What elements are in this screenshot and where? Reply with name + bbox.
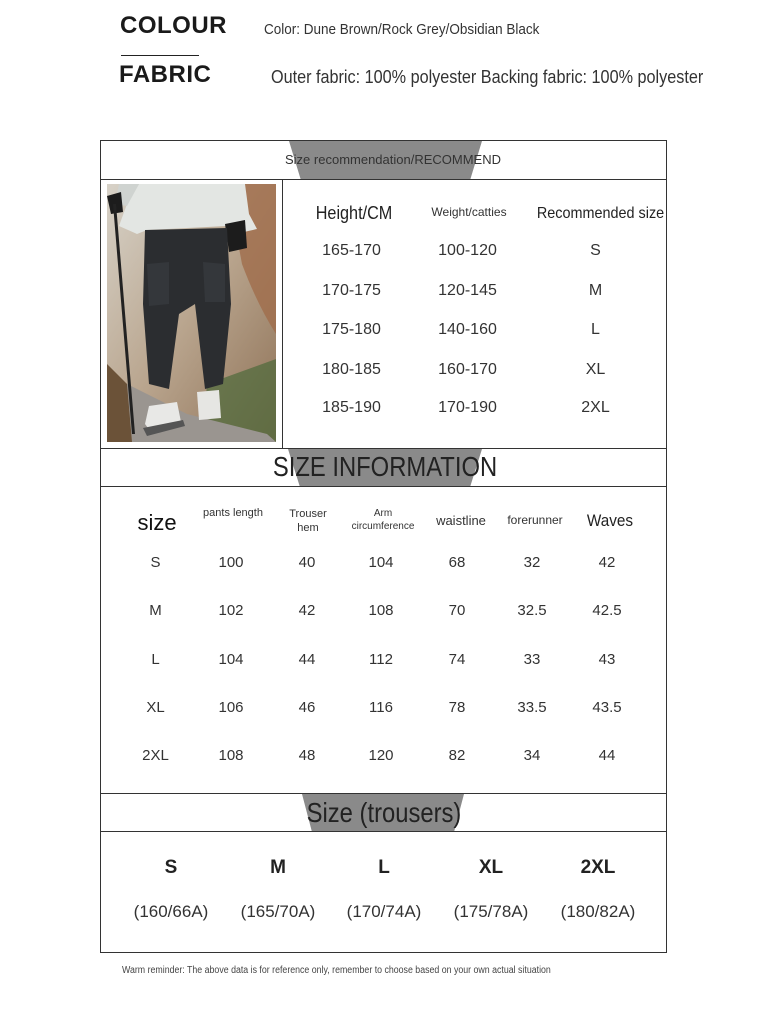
rec-col-size: Recommended size <box>536 205 665 222</box>
trousers-code-l: (170/74A) <box>346 902 422 921</box>
trousers-code-s: (160/66A) <box>133 902 209 921</box>
info-col-pants-length: pants length <box>203 507 263 519</box>
rec-height-0: 165-170 <box>322 242 381 259</box>
info-col-waves: Waves <box>586 511 634 530</box>
rec-col-weight: Weight/catties <box>431 205 507 219</box>
info-forerunner-0: 32 <box>523 554 541 571</box>
header-divider <box>121 55 199 56</box>
rec-weight-0: 100-120 <box>438 242 497 259</box>
info-col-size: size <box>137 510 177 535</box>
colour-label: COLOUR <box>120 12 227 39</box>
fabric-label: FABRIC <box>119 61 212 88</box>
info-pants-0: 100 <box>218 554 244 571</box>
info-arm-0: 104 <box>368 554 394 571</box>
rec-size-0: S <box>590 242 601 259</box>
rec-weight-4: 170-190 <box>438 399 497 416</box>
info-arm-1: 108 <box>368 602 394 619</box>
info-waves-4: 44 <box>598 747 616 764</box>
recommend-title: Size recommendation/RECOMMEND <box>285 152 502 167</box>
rec-size-1: M <box>588 282 603 299</box>
info-size-3: XL <box>146 699 165 716</box>
info-hem-0: 40 <box>298 554 316 571</box>
info-waist-4: 82 <box>448 747 466 764</box>
warm-reminder: Warm reminder: The above data is for reference only, remember to choose based on your own actual situation <box>122 965 551 976</box>
info-waist-1: 70 <box>448 602 466 619</box>
info-hem-3: 46 <box>298 699 316 716</box>
rec-size-2: L <box>591 321 600 338</box>
info-pants-4: 108 <box>218 747 244 764</box>
model-photo-illustration <box>107 184 276 442</box>
trousers-size-m: M <box>270 857 286 878</box>
trousers-size-s: S <box>164 857 178 878</box>
trousers-title: Size (trousers) <box>306 797 462 828</box>
info-waist-3: 78 <box>448 699 466 716</box>
info-forerunner-4: 34 <box>523 747 541 764</box>
info-hem-2: 44 <box>298 651 316 668</box>
info-arm-4: 120 <box>368 747 394 764</box>
fabric-value: Outer fabric: 100% polyester Backing fabric: 100% polyester <box>271 67 704 87</box>
info-forerunner-1: 32.5 <box>517 602 547 619</box>
info-size-1: M <box>149 602 162 619</box>
info-col-arm-circumference: Arm circumference <box>351 508 415 532</box>
trousers-size-xl: XL <box>478 857 504 878</box>
rec-weight-1: 120-145 <box>438 282 497 299</box>
info-header-rule <box>100 486 667 487</box>
rec-height-1: 170-175 <box>322 282 381 299</box>
rec-height-3: 180-185 <box>322 361 381 378</box>
info-arm-3: 116 <box>369 699 393 716</box>
rec-size-4: 2XL <box>581 399 610 416</box>
rec-weight-2: 140-160 <box>438 321 497 338</box>
info-hem-1: 42 <box>298 602 316 619</box>
trousers-top-rule <box>100 793 667 794</box>
info-size-4: 2XL <box>142 747 169 764</box>
rec-height-2: 175-180 <box>322 321 381 338</box>
trousers-header-rule <box>100 831 667 832</box>
trousers-code-2xl: (180/82A) <box>560 902 636 921</box>
info-waves-1: 42.5 <box>592 602 622 619</box>
info-pants-2: 104 <box>218 651 244 668</box>
info-arm-2: 112 <box>369 651 393 668</box>
colour-value: Color: Dune Brown/Rock Grey/Obsidian Black <box>264 21 540 38</box>
info-col-waistline: waistline <box>436 513 486 528</box>
rec-size-3: XL <box>585 361 606 378</box>
size-information-title: SIZE INFORMATION <box>272 451 498 482</box>
rec-col-height: Height/CM <box>315 203 393 223</box>
info-pants-3: 106 <box>218 699 244 716</box>
trousers-code-m: (165/70A) <box>240 902 316 921</box>
trousers-size-l: L <box>378 857 390 878</box>
info-waves-2: 43 <box>598 651 616 668</box>
photo-divider <box>282 179 283 448</box>
info-col-trouser-hem: Trouser hem <box>289 508 327 534</box>
info-top-rule <box>100 448 667 449</box>
info-pants-1: 102 <box>218 602 244 619</box>
rec-weight-3: 160-170 <box>438 361 497 378</box>
rec-height-4: 185-190 <box>322 399 381 416</box>
info-waist-0: 68 <box>448 554 466 571</box>
info-size-2: L <box>151 651 160 668</box>
info-waist-2: 74 <box>448 651 466 668</box>
info-col-forerunner: forerunner <box>507 513 563 527</box>
info-waves-3: 43.5 <box>592 699 622 716</box>
info-size-0: S <box>150 554 161 571</box>
recommend-top-rule <box>100 179 667 180</box>
info-waves-0: 42 <box>598 554 616 571</box>
trousers-code-xl: (175/78A) <box>453 902 529 921</box>
trousers-size-2xl: 2XL <box>580 857 616 878</box>
model-photo <box>107 184 276 442</box>
info-hem-4: 48 <box>298 747 316 764</box>
info-forerunner-3: 33.5 <box>517 699 547 716</box>
info-forerunner-2: 33 <box>523 651 541 668</box>
